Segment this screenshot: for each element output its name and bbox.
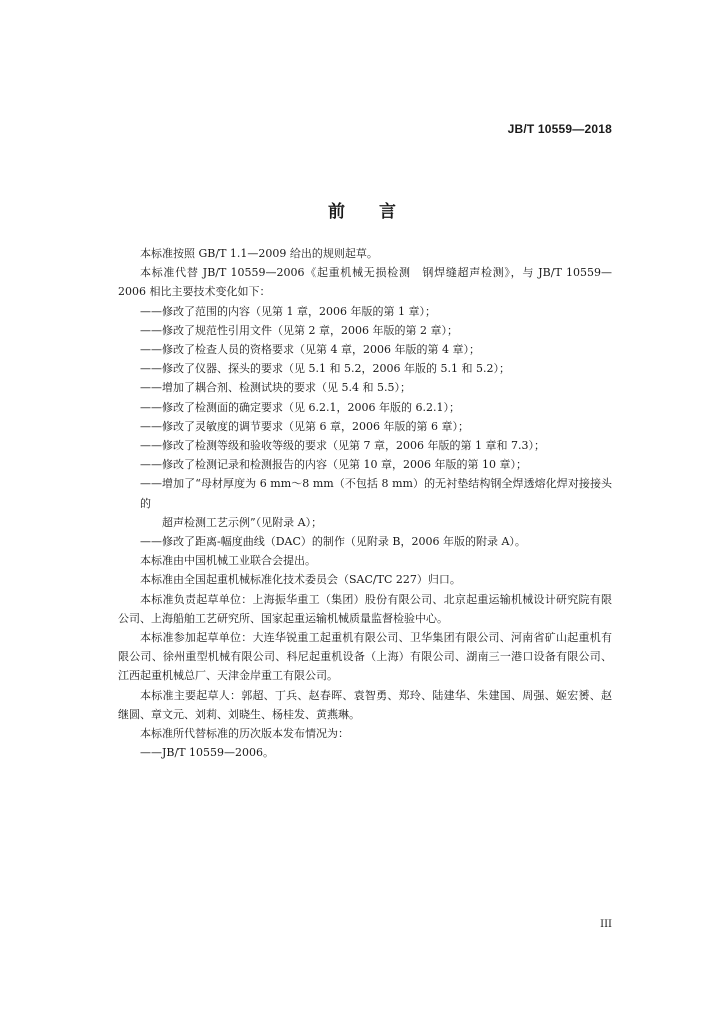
change-item: ——修改了范围的内容（见第 1 章，2006 年版的第 1 章）； [140,304,436,318]
paragraph-lead-drafters: 本标准负责起草单位：上海振华重工（集团）股份有限公司、北京起重运输机械设计研究院有限公司、上海船舶工艺研究所、国家起重运输机械质量监督检验中心。 [118,592,612,625]
change-item-long-line2: 超声检测工艺示例”（见附录 A）； [162,515,323,529]
standard-code: JB/T 10559—2018 [507,122,612,136]
page-number: III [600,919,612,930]
page-title: 前言 [328,202,430,222]
change-item: ——修改了规范性引用文件（见第 2 章，2006 年版的第 2 章）； [140,323,458,337]
change-item-long-line1: ——增加了“母材厚度为 6 mm～8 mm（不包括 8 mm）的无衬垫结构钢全焊透熔化焊对接接头的 [140,477,612,510]
change-item: ——修改了灵敏度的调节要求（见第 6 章，2006 年版的第 6 章）； [140,419,469,433]
paragraph-drafting-rules: 本标准按照 GB/T 1.1—2009 给出的规则起草。 [140,247,378,260]
history-item: ——JB/T 10559—2006。 [140,746,275,760]
paragraph-participating-drafters: 本标准参加起草单位：大连华锐重工起重机有限公司、卫华集团有限公司、河南省矿山起重机有限公司、徐州重型机械有限公司、科尼起重机设备（上海）有限公司、湖南三一港口设备有限公司、江西起重机械总厂、天津金岸重工有限公司。 [118,631,612,683]
paragraph-committee: 本标准由全国起重机械标准化技术委员会（SAC/TC 227）归口。 [140,573,461,587]
change-item: ——增加了耦合剂、检测试块的要求（见 5.4 和 5.5）； [140,381,411,395]
paragraph-history-intro: 本标准所代替标准的历次版本发布情况为： [140,727,349,741]
change-item-long [118,474,612,532]
paragraph-replacement: 本标准代替 JB/T 10559—2006《起重机械无损检测 钢焊缝超声检测》，与 JB/T 10559—2006 相比主要技术变化如下： [118,266,612,299]
change-item: ——修改了检测面的确定要求（见 6.2.1，2006 年版的 6.2.1）； [140,400,460,414]
paragraph-main-drafters: 本标准主要起草人：郭超、丁兵、赵春晖、袁智勇、郑玲、陆建华、朱建国、周强、姬宏赟、赵继圆、章文元、刘莉、刘晓生、杨桂发、黄燕琳。 [118,688,612,721]
paragraph-proposer: 本标准由中国机械工业联合会提出。 [140,554,316,568]
change-item: ——修改了仪器、探头的要求（见 5.1 和 5.2，2006 年版的 5.1 和 5.2）； [140,362,510,376]
change-item: ——修改了检测记录和检测报告的内容（见第 10 章，2006 年版的第 10 章）； [140,458,527,472]
change-item: ——修改了检测等级和验收等级的要求（见第 7 章，2006 年版的第 1 章和 7.3）； [140,439,545,453]
foreword-body [118,244,612,762]
change-item: ——修改了检查人员的资格要求（见第 4 章，2006 年版的第 4 章）； [140,343,480,357]
change-item: ——修改了距离-幅度曲线（DAC）的制作（见附录 B，2006 年版的附录 A）。 [140,535,526,549]
